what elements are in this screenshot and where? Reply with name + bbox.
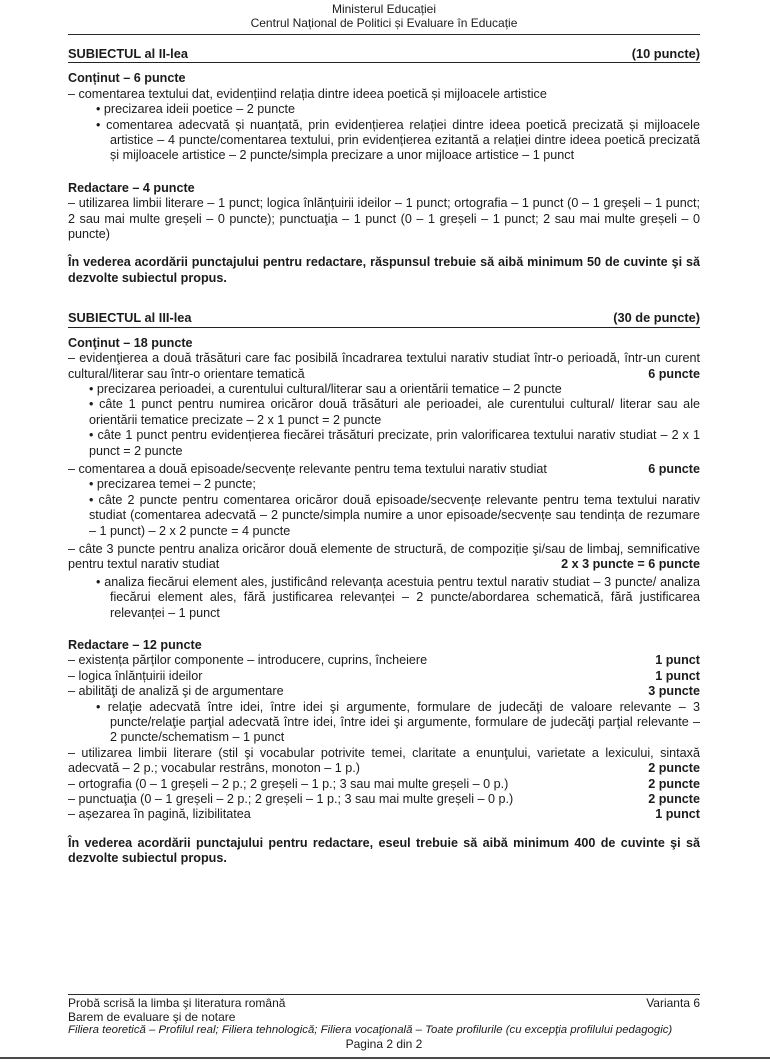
subject3-item2-text: – comentarea a două episoade/secvențe relevante pentru tema textului narativ studiat <box>68 461 547 476</box>
redactare-item <box>68 777 700 792</box>
list-item: • precizarea temei – 2 puncte; <box>89 477 700 492</box>
redactare-item-text: – abilităţi de analiză şi de argumentare <box>68 684 284 699</box>
redactare-item <box>68 792 700 807</box>
footer-filiera: Filiera teoretică – Profilul real; Filiera tehnologică; Filiera vocaţională – Toate profilurile (cu excepţia profilului pedagogic) <box>68 1024 673 1037</box>
document-header <box>68 3 700 35</box>
subject2-content-intro: – comentarea textului dat, evidențiind relația dintre ideea poetică și mijloacele artistice <box>68 86 547 101</box>
redactare-item-text: – logica înlănțuirii ideilor <box>68 668 203 683</box>
subject2-points: (10 puncte) <box>631 46 700 61</box>
redactare-item-points: 2 puncte <box>648 776 700 791</box>
subject2-redactare-text: – utilizarea limbii literare – 1 punct; logica înlănțuirii ideilor – 1 punct; ortografia – 1 punct (0 – 1 greşeli – 1 punct; 2 sau mai multe greșeli – 0 puncte); punctuaţia – 1 punct (0 – 1 greșeli – 1 punct; 2 sau mai multe greșeli – 0 puncte) <box>68 196 700 242</box>
subject3-item1 <box>68 351 700 382</box>
list-item: • comentarea adecvată și nuanțată, prin evidențierea relației dintre ideea poetică precizată și mijloacele artistice – 4 puncte/comentarea textului, prin evidențierea ezitantă a relației dintre ideea poetică precizată și mijloacele artistice – 2 puncte/simpla precizare a unor mijloace artistice – 1 punct <box>96 118 700 164</box>
list-item: • precizarea ideii poetice – 2 puncte <box>96 102 700 117</box>
center-name: Centrul Național de Politici și Evaluare în Educație <box>250 15 518 30</box>
footer-barem: Barem de evaluare şi de notare <box>68 1009 236 1024</box>
subject3-item3-text: – câte 3 puncte pentru analiza oricăror două elemente de structură, de compoziție şi/sau de limbaj, semnificative pentru textul narativ studiat <box>68 541 700 572</box>
list-item: • câte 2 puncte pentru comentarea oricăror două episoade/secvențe relevante pentru tema textului narativ studiat (comentarea adecvată – 2 puncte/simpla numire a unor episoade/secvențe sau tendința de rezumare – 1 punct) – 2 x 2 puncte = 4 puncte <box>89 493 700 539</box>
redactare-item <box>68 684 700 699</box>
footer-row-exam <box>68 997 700 1011</box>
subject3-title-row <box>68 310 700 327</box>
redactare-item-points: 1 punct <box>655 653 700 668</box>
footer-exam-name: Probă scrisă la limba şi literatura română <box>68 995 286 1010</box>
subject3-item2-points: 6 puncte <box>648 461 700 476</box>
subject2-content-bullets <box>68 102 700 164</box>
subject3-item3-points: 2 x 3 puncte = 6 puncte <box>561 557 700 572</box>
subject3-redactare-heading: Redactare – 12 puncte <box>68 638 202 652</box>
subject2-title-row <box>68 46 700 63</box>
redactare-item-text: – existența părților componente – introducere, cuprins, încheiere <box>68 653 428 668</box>
redactare-item-points: 2 puncte <box>648 792 700 807</box>
redactare-item-points: 3 puncte <box>648 684 700 699</box>
subject2-title: SUBIECTUL al II-lea <box>68 46 188 61</box>
document-footer <box>68 994 700 1052</box>
redactare-item-points: 1 punct <box>655 668 700 683</box>
list-item: • câte 1 punct pentru evidențierea fiecărei trăsături precizate, prin valorificarea textului narativ studiat – 2 x 1 punct = 2 puncte <box>89 428 700 459</box>
subject3-content-heading: Conţinut – 18 puncte <box>68 335 193 350</box>
subject3-points: (30 de puncte) <box>613 310 700 326</box>
subject3-item3-bullets <box>68 575 700 621</box>
redactare-item-points: 2 puncte <box>648 761 700 776</box>
subject3-title: SUBIECTUL al III-lea <box>68 310 192 326</box>
subject3-note: În vederea acordării punctajului pentru redactare, eseul trebuie să aibă minimum 400 de cuvinte şi să dezvolte subiectul propus. <box>68 835 700 866</box>
ministry-name: Ministerul Educației <box>331 2 437 16</box>
footer-variant: Varianta 6 <box>646 995 700 1010</box>
subject3-item2 <box>68 462 700 477</box>
redactare-item <box>68 669 700 684</box>
redactare-item-points: 1 punct <box>655 807 700 822</box>
footer-page-number: Pagina 2 din 2 <box>345 1037 423 1052</box>
redactare-item <box>68 653 700 668</box>
page-bottom-edge <box>0 1057 770 1059</box>
list-item: • precizarea perioadei, a curentului cultural/literar sau a orientării tematice – 2 puncte <box>89 382 700 397</box>
list-item: • relaţie adecvată între idei, între idei şi argumente, formulare de judecăţi de valoare relevante – 3 puncte/relaţie parţial adecvată între idei, între idei şi argumente, formulare de judecăţi parţial relevante – 2 puncte/schematism – 1 punct <box>96 700 700 746</box>
redactare-item2-bullets <box>68 700 700 746</box>
redactare-item-text: – așezarea în pagină, lizibilitatea <box>68 807 251 822</box>
subject2-redactare-heading: Redactare – 4 puncte <box>68 180 195 195</box>
subject3-item1-text: – evidenţierea a două trăsături care fac posibilă încadrarea textului narativ studiat într-o perioadă, într-un curent cultural/literar sau într-o orientare tematică <box>68 351 700 381</box>
subject3-item2-bullets <box>68 477 700 539</box>
subject3-item1-points: 6 puncte <box>648 366 700 381</box>
redactare-item-text: – utilizarea limbii literare (stil şi vocabular potrivite temei, claritate a enunţului, varietate a lexicului, sintaxă adecvată – 2 p.; vocabular restrâns, monoton – 1 p.) <box>68 745 700 776</box>
list-item: • analiza fiecărui element ales, justificând relevanța acestuia pentru textul narativ studiat – 3 puncte/ analiza fiecărui element ales, fără justificarea relevanței – 2 puncte/abordarea schematică, fără justificarea relevanței – 1 punct <box>96 575 700 621</box>
subject2-content-heading: Conținut – 6 puncte <box>68 71 186 86</box>
list-item: • câte 1 punct pentru numirea oricăror două trăsături ale perioadei, ale curentului cultural/ literar sau ale orientării tematice precizate – 2 x 1 punct = 2 puncte <box>89 397 700 428</box>
redactare-item-text: – punctuaţia (0 – 1 greșeli – 2 p.; 2 greșeli – 1 p.; 3 sau mai multe greșeli – 0 p.) <box>68 792 514 807</box>
redactare-item <box>68 807 700 822</box>
subject3-item3 <box>68 542 700 573</box>
subject2-note: În vederea acordării punctajului pentru redactare, răspunsul trebuie să aibă minimum 50 de cuvinte şi să dezvolte subiectul propus. <box>68 255 700 285</box>
redactare-item-text: – ortografia (0 – 1 greșeli – 2 p.; 2 greșeli – 1 p.; 3 sau mai multe greșeli – 0 p.) <box>68 776 509 791</box>
subject3-item1-bullets <box>68 382 700 459</box>
redactare-item <box>68 746 700 777</box>
